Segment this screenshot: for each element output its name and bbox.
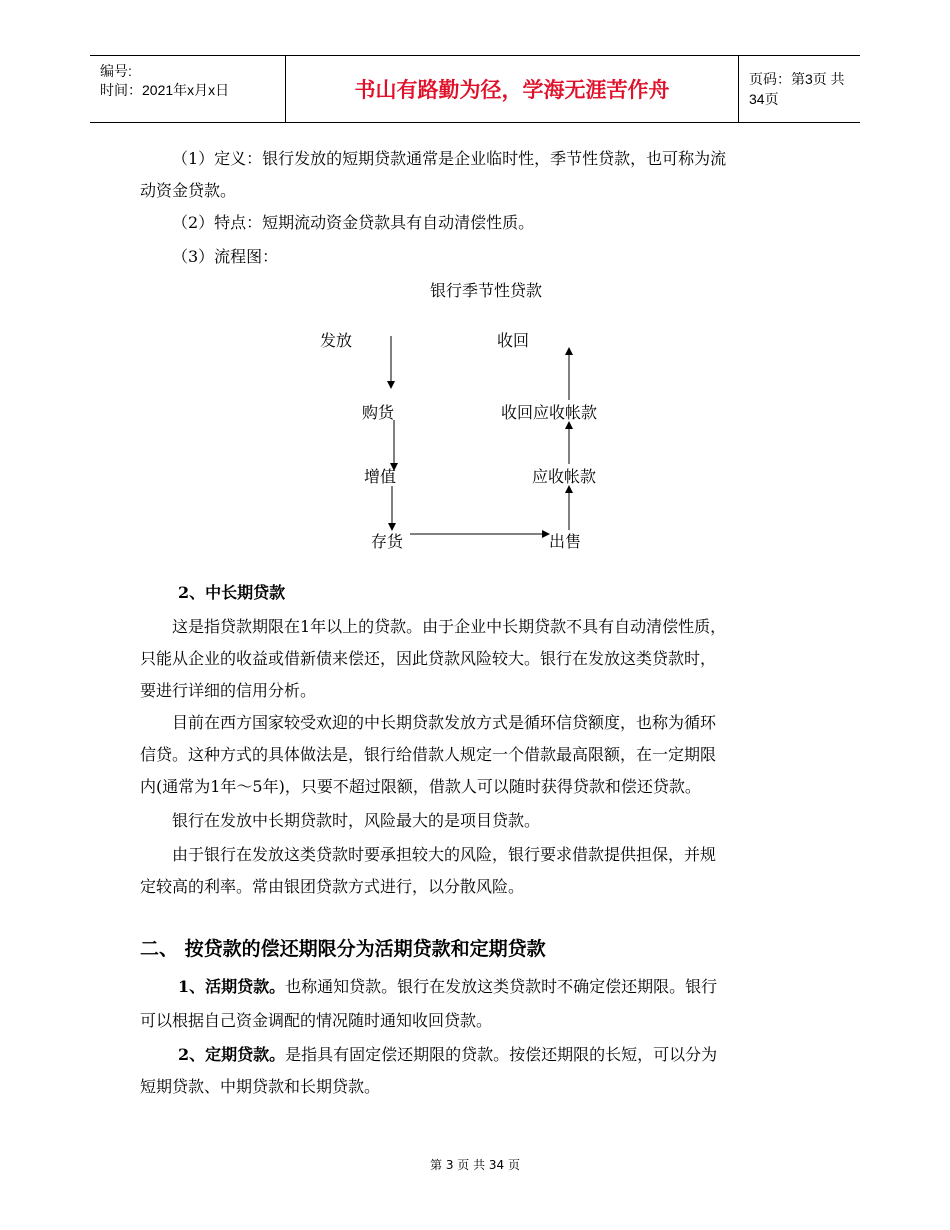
paragraph-line: 这是指贷款期限在1年以上的贷款。由于企业中长期贷款不具有自动清偿性质， [172, 617, 727, 636]
flowchart-label: （3）流程图： [172, 247, 279, 266]
section-heading: 二、 按贷款的偿还期限分为活期贷款和定期贷款 [140, 938, 546, 960]
flowchart-title: 银行季节性贷款 [430, 281, 543, 300]
feature-line: （2）特点：短期流动资金贷款具有自动清偿性质。 [172, 213, 535, 232]
page-footer: 第 3 页 共 34 页 [430, 1158, 520, 1172]
flow-node-inventory: 存货 [371, 532, 404, 551]
paragraph-line [178, 974, 717, 997]
flow-node-sell: 出售 [549, 532, 582, 551]
paragraph-line: 目前在西方国家较受欢迎的中长期贷款发放方式是循环信贷额度，也称为循环 [172, 713, 717, 732]
flow-node-collect-receivable: 收回应收帐款 [501, 403, 598, 422]
definition-line-2: 动资金贷款。 [140, 181, 237, 200]
subsection-title-medium-long-term: 2、中长期贷款 [178, 583, 286, 602]
flow-node-issue: 发放 [320, 331, 353, 350]
document-time-label: 时间：2021年x月x日 [100, 82, 230, 98]
paragraph-line: 由于银行在发放这类贷款时要承担较大的风险，银行要求借款提供担保，并规 [172, 845, 717, 864]
term-fixed-loan: 2、定期贷款。 [178, 1045, 286, 1064]
paragraph-line: 内(通常为1年～5年)，只要不超过限额，借款人可以随时获得贷款和偿还贷款。 [140, 777, 701, 796]
term-demand-loan: 1、活期贷款。 [178, 977, 286, 996]
paragraph-line: 短期贷款、中期贷款和长期贷款。 [140, 1077, 381, 1096]
term-demand-loan-desc: 也称通知贷款。银行在发放这类贷款时不确定偿还期限。银行 [285, 977, 718, 996]
paragraph-line: 要进行详细的信用分析。 [140, 681, 317, 700]
flow-node-receivable: 应收帐款 [532, 467, 597, 486]
definition-line-1: （1）定义：银行发放的短期贷款通常是企业临时性，季节性贷款，也可称为流 [172, 149, 727, 168]
paragraph-line [178, 1042, 717, 1065]
paragraph-line: 银行在发放中长期贷款时，风险最大的是项目贷款。 [172, 811, 541, 830]
paragraph-line: 定较高的利率。常由银团贷款方式进行，以分散风险。 [140, 877, 525, 896]
paragraph-line: 信贷。这种方式的具体做法是，银行给借款人规定一个借款最高限额，在一定期限 [140, 745, 717, 764]
flow-node-add-value: 增值 [364, 467, 397, 486]
flow-node-purchase: 购货 [362, 403, 395, 422]
document-number-label: 编号: [100, 63, 132, 79]
flow-node-recover: 收回 [497, 331, 530, 350]
header-motto: 书山有路勤为径，学海无涯苦作舟 [354, 78, 670, 102]
paragraph-line: 只能从企业的收益或借新债来偿还，因此贷款风险较大。银行在发放这类贷款时， [140, 649, 717, 668]
paragraph-line: 可以根据自己资金调配的情况随时通知收回贷款。 [140, 1011, 493, 1030]
term-fixed-loan-desc: 是指具有固定偿还期限的贷款。按偿还期限的长短，可以分为 [285, 1045, 718, 1064]
header-page-label: 页码：第3页 共34页 [749, 71, 845, 107]
